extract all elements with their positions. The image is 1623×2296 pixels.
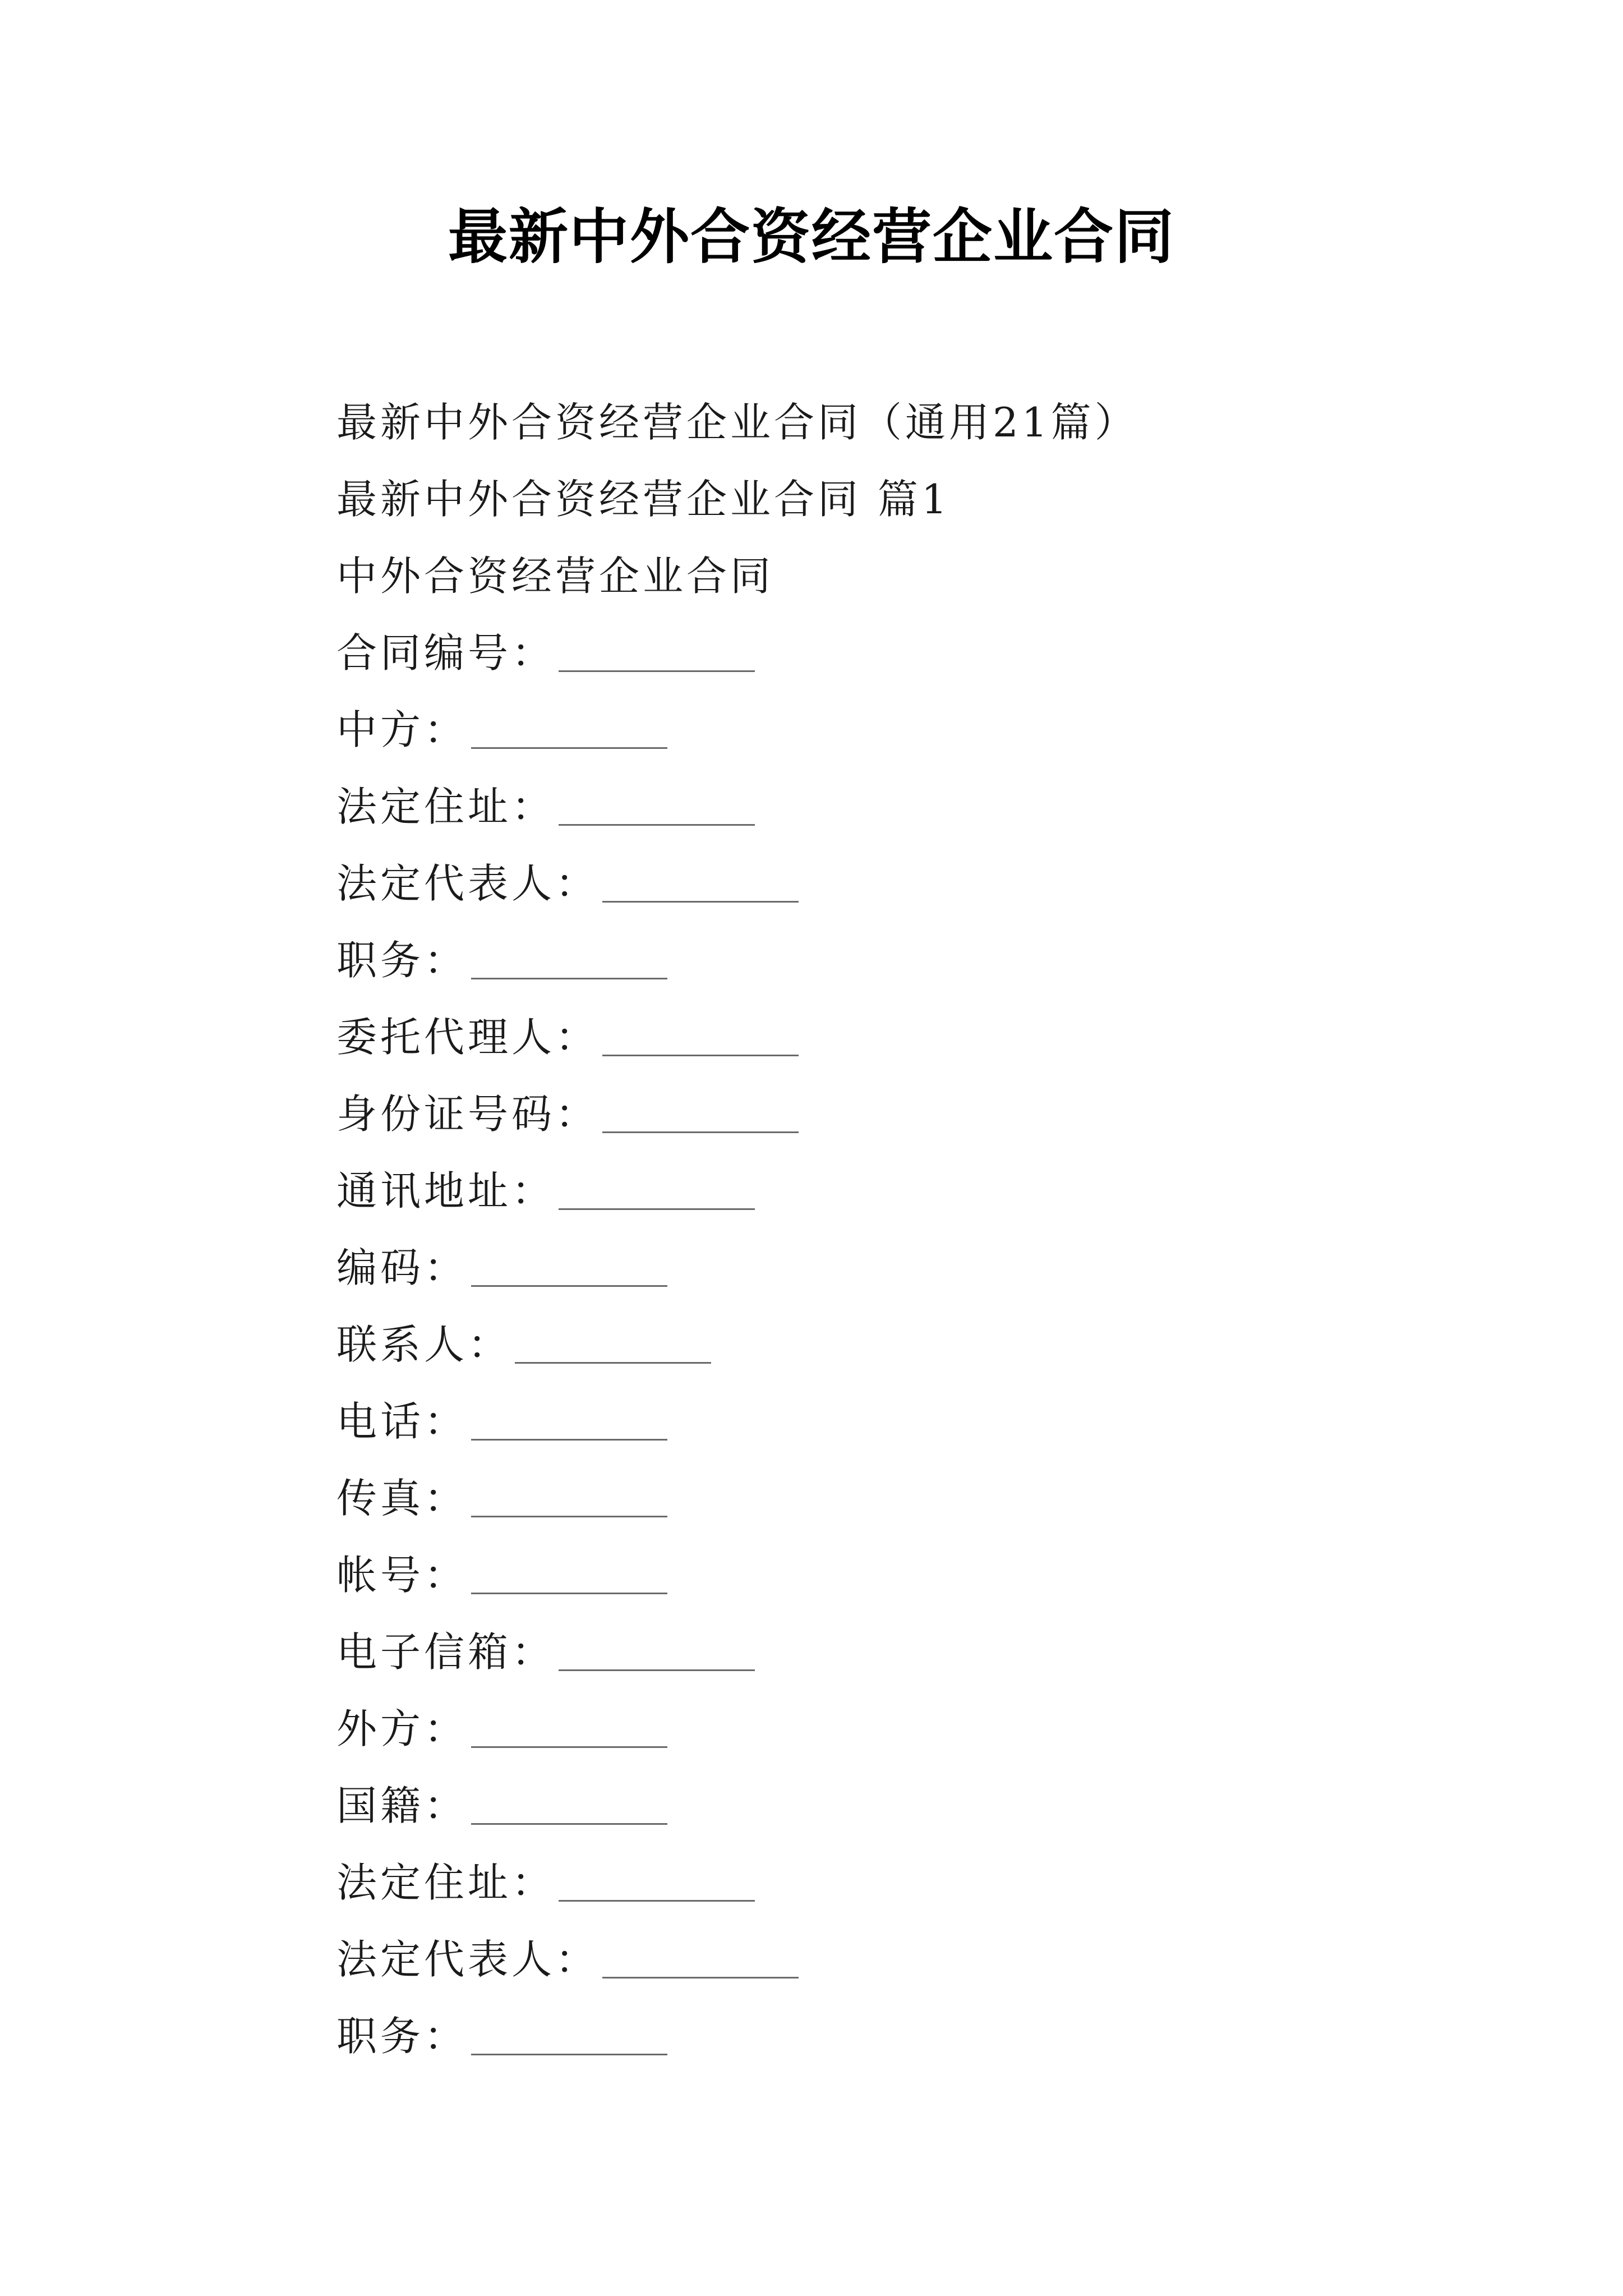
field-label: 外方： [336,1705,468,1752]
field-position [336,912,1514,988]
field-label: 职务： [336,2013,468,2060]
field-email [336,1603,1514,1680]
field-authorized-agent [336,988,1514,1065]
field-label: 合同编号： [336,629,556,677]
field-id-number [336,1065,1514,1142]
field-legal-address [336,758,1514,835]
fill-in-blank [602,901,799,903]
field-postal-code [336,1219,1514,1296]
field-foreign-party [336,1680,1514,1757]
fill-in-blank [559,1900,755,1902]
fill-in-blank [471,1593,667,1594]
fill-in-blank [559,1669,755,1671]
field-label: 电子信箱： [336,1628,556,1676]
field-label: 法定代表人： [336,1936,600,1983]
doc-line-contract-name [336,527,1514,604]
fill-in-blank [471,2054,667,2055]
field-label: 法定住址： [336,1859,556,1906]
field-label: 中方： [336,706,468,753]
fill-in-blank [471,1823,667,1825]
field-label: 法定代表人： [336,860,600,907]
fill-in-blank [471,1516,667,1517]
fill-in-blank [602,1131,799,1133]
field-legal-representative-foreign [336,1911,1514,1987]
field-fax [336,1450,1514,1526]
field-label: 法定住址： [336,783,556,830]
field-label: 编码： [336,1244,468,1291]
field-legal-representative [336,835,1514,912]
field-label: 委托代理人： [336,1014,600,1061]
fill-in-blank [471,1746,667,1748]
field-phone [336,1373,1514,1450]
field-label: 帐号： [336,1552,468,1599]
field-mailing-address [336,1142,1514,1219]
doc-line-chapter [336,450,1514,527]
field-position-foreign [336,1987,1514,2064]
field-label: 国籍： [336,1782,468,1829]
doc-line-heading [336,374,1514,450]
document-body [336,374,1514,2064]
field-nationality [336,1757,1514,1834]
field-label: 传真： [336,1475,468,1522]
fill-in-blank [559,824,755,826]
line-text: 最新中外合资经营企业合同（通用21篇） [336,399,1138,446]
fill-in-blank [559,1208,755,1210]
field-label: 通讯地址： [336,1167,556,1214]
fill-in-blank [471,1439,667,1441]
fill-in-blank [471,978,667,979]
fill-in-blank [602,1055,799,1056]
field-contact-person [336,1296,1514,1373]
fill-in-blank [559,670,755,672]
field-label: 联系人： [336,1321,512,1368]
page-title: 最新中外合资经营企业合同 [448,201,1175,272]
field-label: 职务： [336,937,468,984]
line-text: 中外合资经营企业合同 [336,553,774,600]
fill-in-blank [602,1977,799,1978]
fill-in-blank [471,747,667,749]
field-label: 身份证号码： [336,1091,600,1138]
field-account-number [336,1526,1514,1603]
field-chinese-party [336,681,1514,758]
field-contract-number [336,604,1514,681]
field-label: 电话： [336,1398,468,1445]
fill-in-blank [515,1362,711,1364]
field-legal-address-foreign [336,1834,1514,1911]
line-text: 最新中外合资经营企业合同 篇1 [336,476,951,523]
fill-in-blank [471,1285,667,1287]
